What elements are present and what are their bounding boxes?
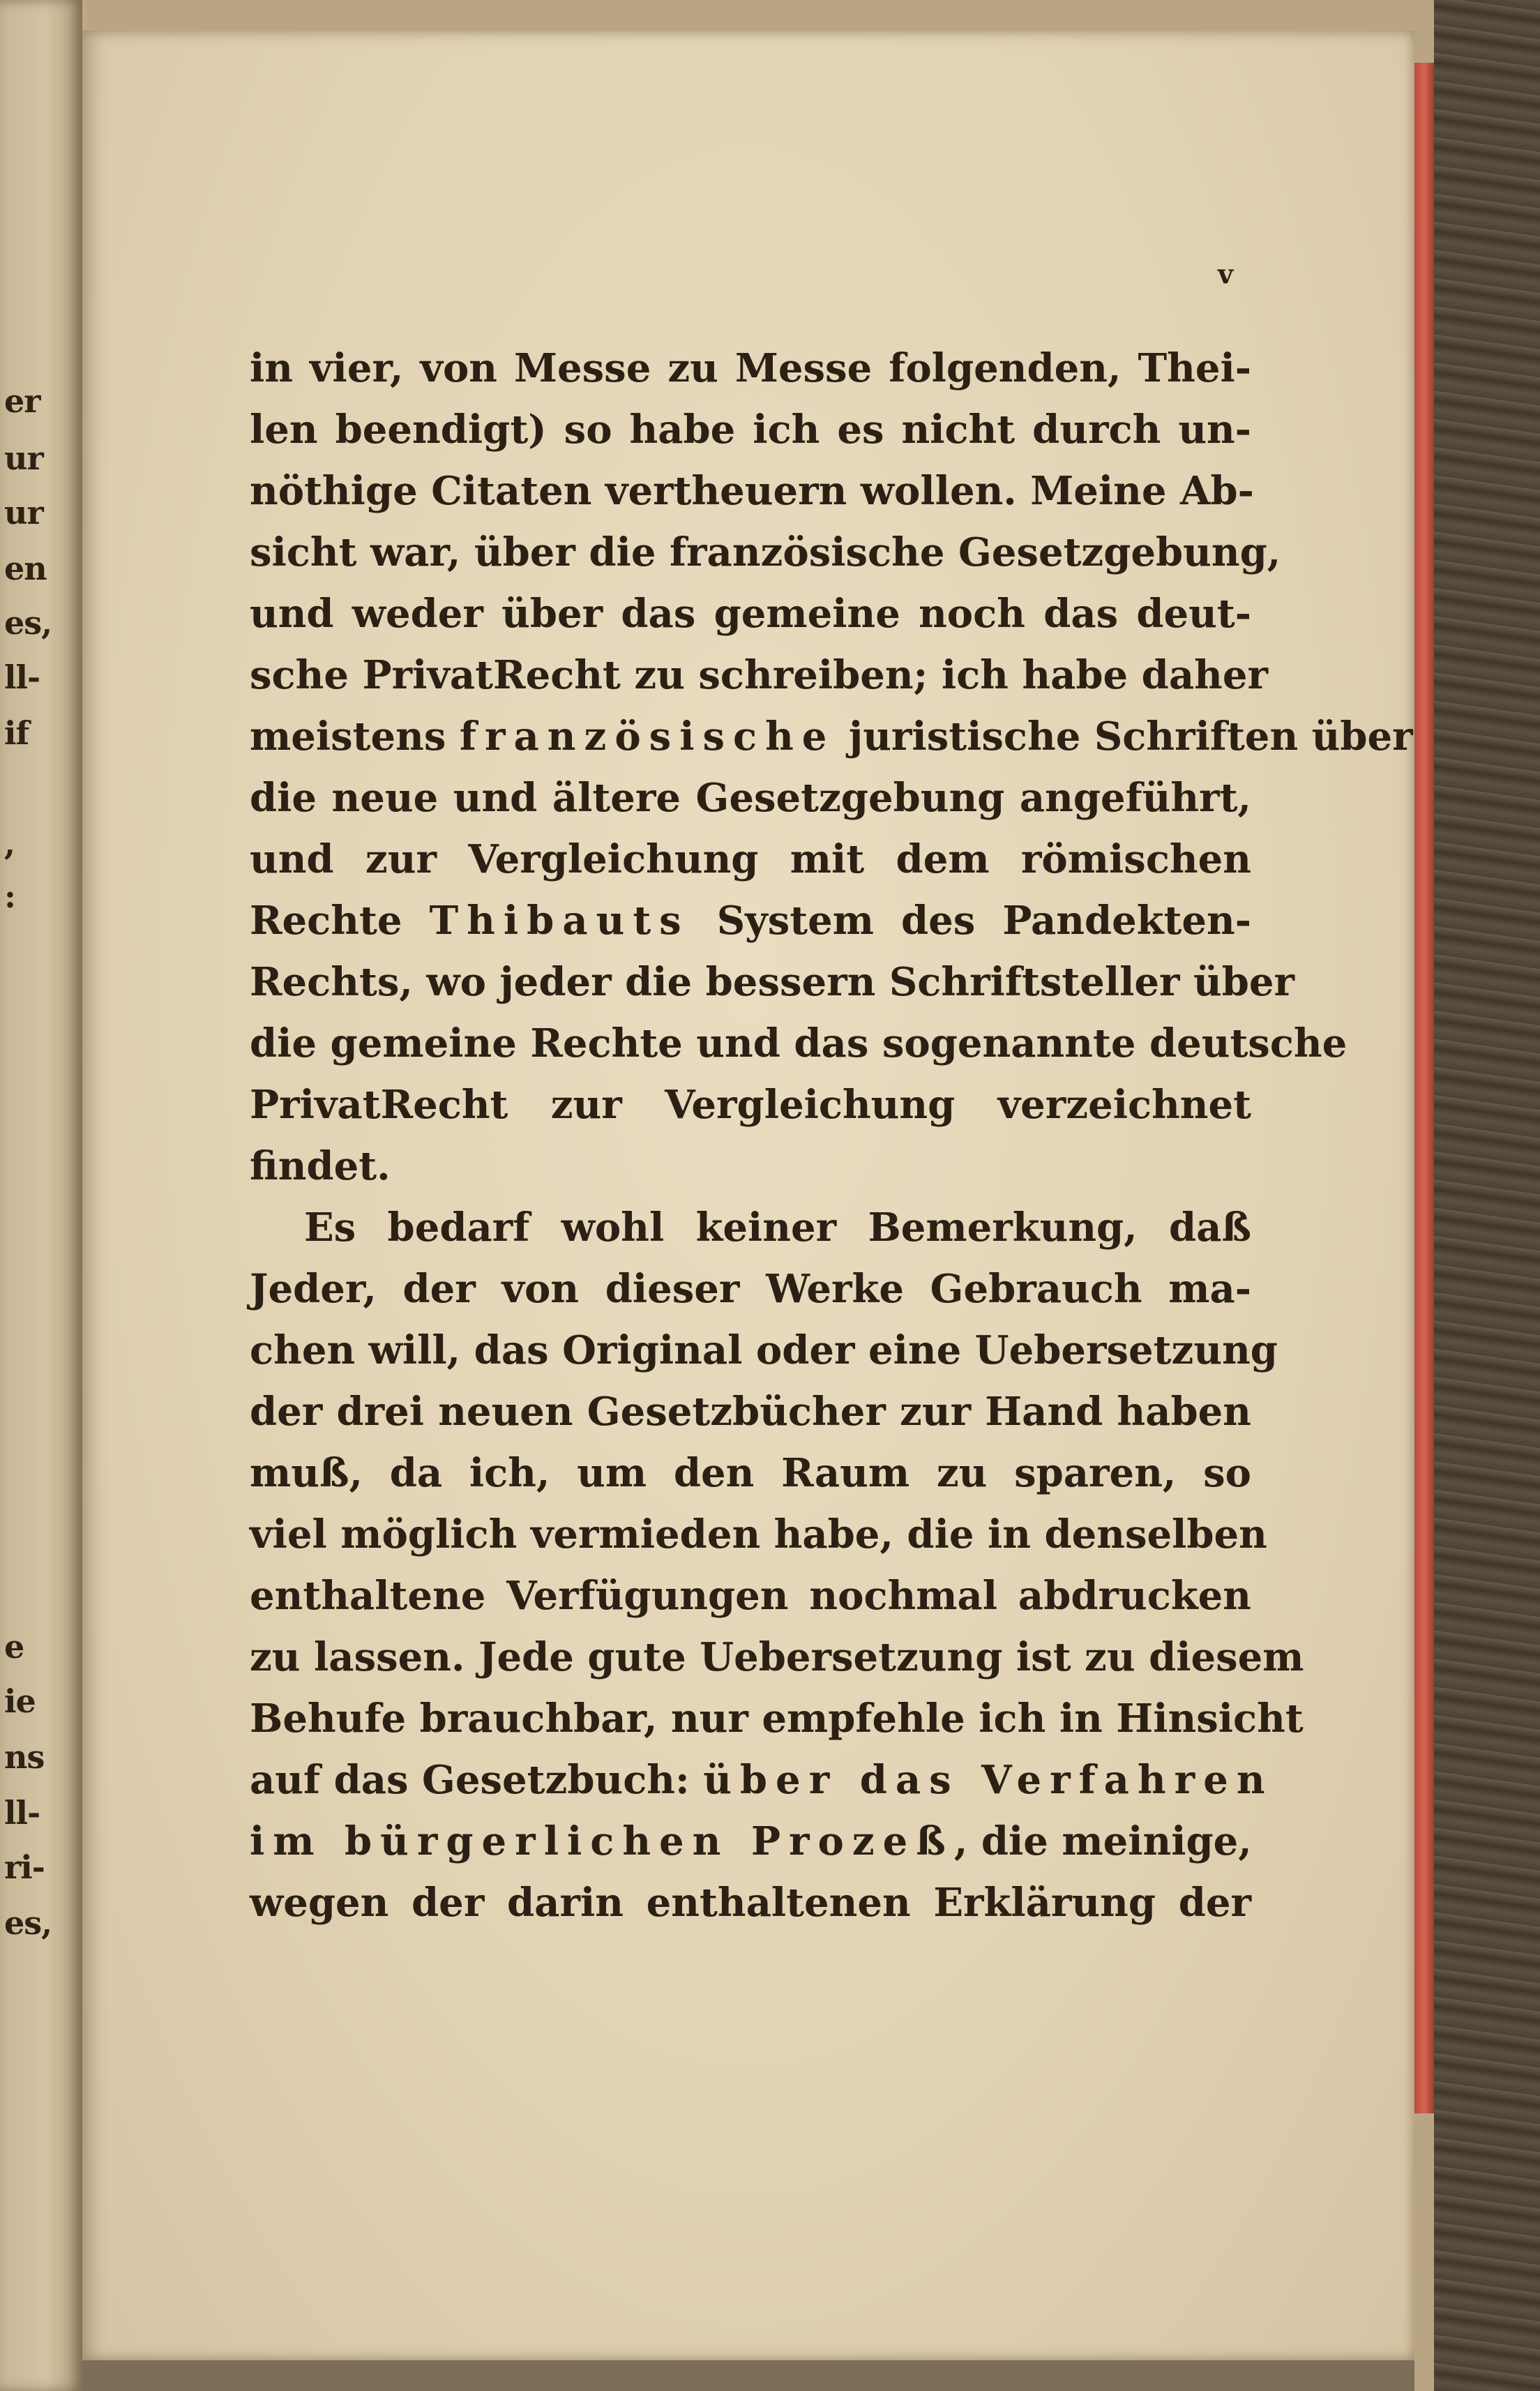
margin-fragment: e [4, 1628, 24, 1666]
emphasized-word: über das Verfahren [703, 1757, 1274, 1803]
book-page [82, 31, 1414, 2360]
margin-fragment: if [4, 714, 29, 752]
text-line: zu lassen. Jede gute Uebersetzung ist zu diesem [250, 1634, 1304, 1680]
margin-fragment: ns [4, 1738, 45, 1776]
text-line-end: System des Pandekten- [689, 898, 1251, 944]
red-page-edge [1414, 63, 1434, 2113]
margin-fragment: , [4, 824, 15, 862]
text-line-end: , die meinige, [953, 1818, 1252, 1864]
text-line: Rechts, wo jeder die bessern Schriftsteller über [250, 959, 1295, 1005]
margin-fragment: ri- [4, 1848, 45, 1886]
body-text [250, 338, 1413, 1933]
text-line: findet. [250, 1143, 391, 1189]
page-bottom-shadow [82, 2360, 1414, 2391]
text-line: und zur Vergleichung mit dem römischen [250, 836, 1251, 882]
text-line [250, 890, 1251, 951]
text-line-start: Rechte [250, 898, 430, 944]
margin-fragment: er [4, 382, 40, 420]
margin-fragment: : [4, 877, 15, 915]
text-line [250, 1749, 1274, 1811]
text-line: Es bedarf wohl keiner Bemerkung, daß [304, 1205, 1251, 1251]
text-line: enthaltene Verfügungen nochmal abdrucken [250, 1573, 1251, 1619]
emphasized-word: französische [459, 714, 836, 760]
text-line [250, 1811, 1251, 1872]
margin-fragment: ll- [4, 658, 40, 696]
left-page-margin [0, 0, 82, 2391]
emphasized-word: Thibauts [429, 898, 690, 944]
text-line: PrivatRecht zur Vergleichung verzeichnet [250, 1082, 1251, 1128]
text-line-start: auf das Gesetzbuch: [250, 1757, 704, 1803]
text-line: Jeder, der von dieser Werke Gebrauch ma- [250, 1266, 1251, 1312]
margin-fragment: ur [4, 439, 43, 477]
book-binding [1434, 0, 1540, 2391]
text-line: sicht war, über die französische Gesetzgebung, [250, 529, 1281, 575]
text-line: len beendigt) so habe ich es nicht durch un- [250, 407, 1251, 453]
text-line: Behufe brauchbar, nur empfehle ich in Hinsicht [250, 1696, 1304, 1742]
text-line-end: juristische Schriften über [835, 714, 1413, 760]
text-line: in vier, von Messe zu Messe folgenden, Thei- [250, 345, 1251, 391]
margin-fragment: es, [4, 1904, 52, 1942]
text-line: sche PrivatRecht zu schreiben; ich habe daher [250, 652, 1268, 698]
margin-fragment: ll- [4, 1794, 40, 1832]
text-line: und weder über das gemeine noch das deut- [250, 591, 1251, 637]
text-line [250, 706, 1413, 767]
emphasized-word: im bürgerlichen Prozeß [250, 1818, 954, 1864]
text-line: die gemeine Rechte und das sogenannte deutsche [250, 1020, 1348, 1066]
page-number: v [1218, 258, 1234, 289]
margin-fragment: es, [4, 604, 52, 642]
text-line: wegen der darin enthaltenen Erklärung der [250, 1880, 1251, 1926]
text-line: viel möglich vermieden habe, die in denselben [250, 1511, 1267, 1557]
text-line-start: meistens [250, 714, 460, 760]
text-line: der drei neuen Gesetzbücher zur Hand haben [250, 1389, 1251, 1435]
margin-fragment: en [4, 550, 47, 587]
text-line: die neue und ältere Gesetzgebung angeführt, [250, 775, 1251, 821]
margin-fragment: ur [4, 494, 43, 531]
text-line: chen will, das Original oder eine Uebersetzung [250, 1327, 1278, 1373]
text-line: muß, da ich, um den Raum zu sparen, so [250, 1450, 1251, 1496]
margin-fragment: ie [4, 1682, 36, 1720]
text-line: nöthige Citaten vertheuern wollen. Meine Ab- [250, 468, 1254, 514]
